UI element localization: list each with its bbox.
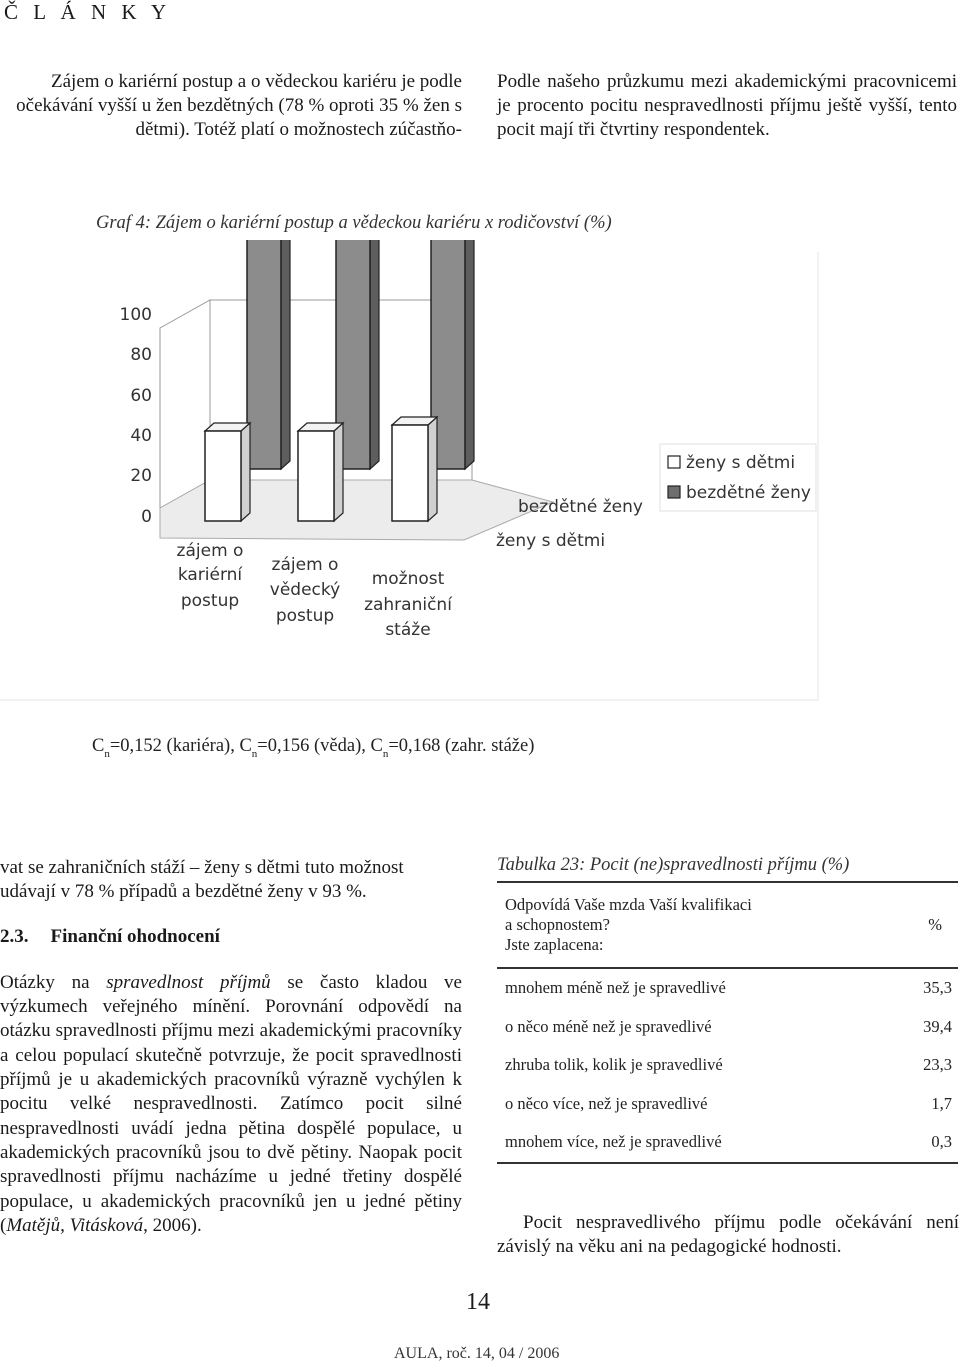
depth-label: bezdětné ženy: [518, 497, 643, 517]
row-label: o něco více, než je spravedlivé: [505, 1093, 708, 1113]
y-tick-label: 80: [130, 345, 152, 365]
legend-label: bezdětné ženy: [686, 483, 811, 503]
table-question-cell: [497, 882, 893, 968]
top-right-paragraph: [497, 70, 957, 142]
row-value: 35,3: [923, 978, 952, 998]
bar-zeny-s-detmi-top: [205, 423, 250, 431]
depth-label: ženy s dětmi: [496, 531, 606, 551]
cn-sub: n: [382, 748, 389, 760]
row-label: o něco méně než je spravedlivé: [505, 1016, 712, 1036]
cn-c: C: [239, 736, 252, 756]
percent-header: %: [893, 882, 958, 968]
category-label: zájem o: [176, 541, 244, 561]
bar-bezdetne-zeny-side: [370, 240, 379, 469]
y-axis-ticks: [120, 305, 152, 527]
section-number: 2.3.: [0, 925, 29, 947]
intro-paragraph: vat se zahraničních stáží – ženy s dětmi tuto možnost udávají v 78 % případů a bezdětné ženy v 93 %.: [0, 857, 404, 903]
legend-swatch: [668, 456, 680, 468]
bar-zeny-s-detmi: [298, 431, 334, 521]
cn-c: C: [92, 736, 105, 756]
top-left-paragraph: [0, 70, 462, 142]
conclusion-paragraph: Pocit nespravedlivého příjmu podle očekávání není závislý na věku ani na pedagogické hodnosti.: [497, 1212, 959, 1257]
graph-title: Graf 4: Zájem o kariérní postup a vědeckou kariéru x rodičovství (%): [96, 213, 612, 233]
footer: AULA, roč. 14, 04 / 2006: [394, 1345, 560, 1362]
legend: [660, 444, 816, 511]
question-line: a schopnostem?: [505, 915, 610, 934]
bar-chart-3d: [0, 240, 960, 710]
category-label: vědecký: [269, 580, 341, 600]
bar-zeny-s-detmi-side: [334, 423, 343, 521]
category-label: postup: [275, 606, 335, 626]
bar-zeny-s-detmi: [392, 425, 428, 521]
row-value: 39,4: [923, 1016, 952, 1036]
section-header: Č L Á N K Y: [4, 0, 172, 24]
table-row: [497, 1123, 958, 1163]
category-label: kariérní: [177, 565, 243, 585]
question-line: Jste zaplacena:: [505, 935, 604, 954]
citation-authors: Matějů, Vitásková: [6, 1214, 144, 1236]
bar-bezdetne-zeny-side: [281, 240, 290, 469]
bottom-right-column: [497, 1211, 959, 1259]
para-emphasis: spravedlnost příjmů: [106, 971, 271, 993]
top-right-text: Podle našeho průzkumu mezi akademickými pracovnicemi je procento pocitu nespravedlnosti příjmu ještě vyšší, tento pocit mají tři čtvrtiny respondentek.: [497, 71, 957, 140]
bar-zeny-s-detmi-side: [428, 417, 437, 521]
table-row: [497, 968, 958, 1008]
category-label: zájem o: [271, 555, 339, 575]
x-axis-labels: [177, 541, 454, 640]
cn-sub: n: [104, 748, 110, 760]
category-label: postup: [180, 591, 240, 611]
section-title: Finanční ohodnocení: [50, 925, 220, 947]
y-tick-label: 100: [119, 305, 152, 325]
category-label: zahraniční: [364, 595, 452, 615]
cn-part2: =0,156 (věda),: [257, 736, 371, 756]
cn-part3: =0,168 (zahr. stáže): [388, 736, 535, 756]
row-label: mnohem více, než je spravedlivé: [497, 1123, 893, 1163]
side-wall: [160, 300, 210, 508]
y-tick-label: 40: [130, 426, 152, 446]
bar-bezdetne-zeny: [247, 240, 281, 469]
para-mid: se často kladou ve výzkumech veřejného mínění. Porovnání odpovědí na otázku spravedlnosti příjmu mezi akademickými pracovníky a celou populací skutečně potvrzuje, že pocit spravedlnosti příjmů je u akademických pracovníků výrazně vychýlen k pocitu velké nespravedlnosti. Zatímco pocit silné nespravedlnosti uvádí jedna pětina dospělé populace, u akademických pracovníků jsou to dvě pětiny. Naopak pocit spravedlnosti příjmu nacházíme u jedné třetiny dospělé populace, u akademických pracovníků jen u jedné pětiny (: [0, 971, 462, 1236]
top-left-text: Zájem o kariérní postup a o vědeckou kariéru je podle očekávání vyšší u žen bezdětných (78 % oproti 35 % žen s dětmi). Totéž platí o možnostech zúčastňo-: [16, 71, 462, 140]
depth-axis-labels: [496, 497, 643, 551]
page-number: 14: [466, 1289, 490, 1315]
row-value: 0,3: [893, 1123, 958, 1163]
category-label: možnost: [371, 569, 445, 589]
body-paragraph: [0, 971, 462, 1238]
cn-sub: n: [251, 748, 258, 760]
table-row: [497, 1046, 958, 1085]
bar-zeny-s-detmi-top: [298, 423, 343, 431]
bar-zeny-s-detmi: [205, 431, 241, 521]
table-row: [497, 1008, 958, 1047]
category-label: stáže: [385, 620, 431, 640]
table-row: [497, 1085, 958, 1124]
contingency-note: [92, 736, 534, 760]
bar-bezdetne-zeny-side: [465, 240, 474, 469]
row-label: mnohem méně než je spravedlivé: [505, 978, 726, 998]
legend-label: ženy s dětmi: [686, 453, 796, 473]
para-start: Otázky na: [0, 971, 107, 993]
bottom-left-column: [0, 856, 462, 1238]
section-heading: [0, 925, 462, 949]
y-tick-label: 60: [130, 386, 152, 406]
bar-zeny-s-detmi-top: [392, 417, 437, 425]
legend-swatch: [668, 486, 680, 498]
row-value: 23,3: [923, 1055, 952, 1075]
row-value: 1,7: [931, 1093, 952, 1113]
y-tick-label: 20: [130, 466, 152, 486]
row-label: zhruba tolik, kolik je spravedlivé: [505, 1055, 723, 1075]
cn-c: C: [370, 736, 383, 756]
table-header-row: [497, 882, 958, 968]
bar-zeny-s-detmi-side: [241, 423, 250, 521]
y-tick-label: 0: [141, 507, 152, 527]
table-title: Tabulka 23: Pocit (ne)spravedlnosti příjmu (%): [497, 855, 850, 875]
income-fairness-table: [497, 881, 958, 1164]
cn-part1: =0,152 (kariéra),: [109, 736, 240, 756]
question-line: Odpovídá Vaše mzda Vaší kvalifikaci: [505, 895, 752, 914]
para-end: , 2006).: [143, 1214, 202, 1236]
